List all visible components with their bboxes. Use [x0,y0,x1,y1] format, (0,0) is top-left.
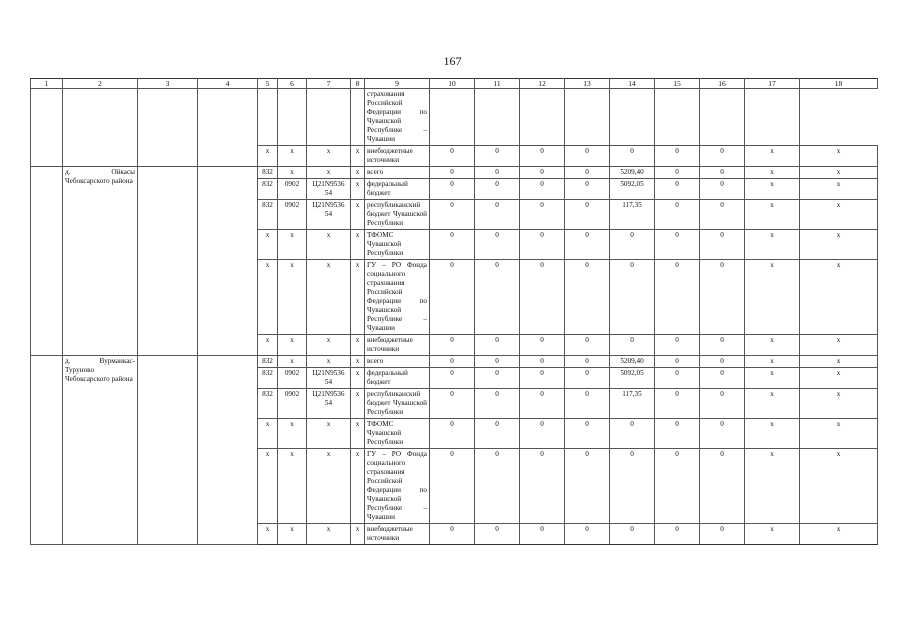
cell-value: 0 [700,260,745,335]
cell-value: х [745,419,800,449]
cell-settlement-name: д. Вурманкас-Туруново Чебоксарского района [63,356,138,545]
cell-funding-source: ГУ – РО Фонда социального страхования Российской Федерации по Чувашской Республике – Чувашии [365,449,430,524]
column-number-cell: 3 [138,79,198,89]
cell-value: х [800,230,878,260]
cell-value: 0 [700,230,745,260]
cell-value: х [800,368,878,389]
cell-section: 0902 [278,200,307,230]
cell-value: 0 [610,524,655,545]
cell-value: 0 [475,179,520,200]
cell-section: х [278,335,307,356]
cell-value: 117,35 [610,389,655,419]
cell-grbs: 832 [258,167,278,179]
cell-empty [198,89,258,167]
cell-value: 0 [520,335,565,356]
cell-value: 0 [520,368,565,389]
column-number-cell: 18 [800,79,878,89]
cell-value: х [800,146,878,167]
cell-value: 0 [700,389,745,419]
cell-value [520,89,565,146]
column-number-cell: 14 [610,79,655,89]
column-number-cell: 5 [258,79,278,89]
cell-grbs: х [258,260,278,335]
cell-value: 0 [655,419,700,449]
cell-value: 0 [475,368,520,389]
column-number-cell: 16 [700,79,745,89]
cell-section: 0902 [278,179,307,200]
column-number-cell: 2 [63,79,138,89]
cell-value: х [745,260,800,335]
cell-value: 0 [700,524,745,545]
cell-value: 5092,05 [610,179,655,200]
cell-value: 0 [520,146,565,167]
cell-value [610,89,655,146]
cell-section: х [278,146,307,167]
column-number-cell: 1 [31,79,63,89]
cell-expense-type: х [351,230,365,260]
cell-empty [138,356,198,545]
cell-section: х [278,449,307,524]
column-number-cell: 15 [655,79,700,89]
cell-empty [138,167,198,356]
cell-value: 0 [430,389,475,419]
cell-value: х [800,356,878,368]
cell-target-article: х [307,230,351,260]
cell-empty [31,356,63,545]
cell-value: 0 [430,230,475,260]
cell-target-article: х [307,146,351,167]
cell-value: 0 [655,179,700,200]
cell-value: 0 [475,449,520,524]
cell-grbs: х [258,419,278,449]
cell-expense-type: х [351,200,365,230]
cell-empty [198,167,258,356]
cell-expense-type: х [351,179,365,200]
cell-value: 0 [655,230,700,260]
cell-value: 0 [520,419,565,449]
cell-value: 0 [475,146,520,167]
cell-grbs: х [258,524,278,545]
cell-value: 0 [520,230,565,260]
cell-value: 0 [430,356,475,368]
cell-funding-source: страхования Российской Федерации по Чувашской Республике – Чувашии [365,89,430,146]
cell-section: х [278,524,307,545]
cell-value: 0 [430,524,475,545]
cell-funding-source: ГУ – РО Фонда социального страхования Российской Федерации по Чувашской Республике – Чувашии [365,260,430,335]
cell-value: х [800,200,878,230]
cell-value: х [745,230,800,260]
cell-value: 0 [475,389,520,419]
cell-value: 0 [610,146,655,167]
column-number-cell: 13 [565,79,610,89]
cell-section: х [278,230,307,260]
cell-value: 0 [655,146,700,167]
cell-value: 0 [565,200,610,230]
cell-grbs: х [258,449,278,524]
cell-funding-source: всего [365,167,430,179]
cell-value: 5209,40 [610,356,655,368]
cell-value: х [800,389,878,419]
cell-value: 0 [475,230,520,260]
cell-value: 0 [700,419,745,449]
cell-empty [198,356,258,545]
cell-value: 0 [430,449,475,524]
cell-value: 0 [655,356,700,368]
cell-value: 0 [655,368,700,389]
cell-value: х [745,389,800,419]
cell-funding-source: внебюджетные источники [365,146,430,167]
cell-value: х [745,524,800,545]
cell-value: 0 [655,200,700,230]
cell-value: 0 [565,146,610,167]
column-number-cell: 8 [351,79,365,89]
cell-value: 117,35 [610,200,655,230]
table-row [31,167,878,179]
cell-expense-type [351,89,365,146]
cell-value: 0 [610,260,655,335]
cell-value: 0 [475,524,520,545]
cell-value: х [800,260,878,335]
cell-value: 0 [520,389,565,419]
cell-value: 0 [520,524,565,545]
cell-value: х [800,419,878,449]
cell-value: 0 [700,449,745,524]
cell-value: 0 [655,524,700,545]
table-row [31,89,878,146]
cell-value: 0 [475,356,520,368]
cell-value: 0 [430,260,475,335]
cell-expense-type: х [351,419,365,449]
cell-grbs: 832 [258,356,278,368]
cell-target-article: х [307,419,351,449]
cell-value: 0 [565,449,610,524]
cell-target-article: Ц21N9536 54 [307,389,351,419]
cell-value: 0 [430,335,475,356]
column-number-cell: 17 [745,79,800,89]
cell-value: 0 [700,200,745,230]
cell-value [655,89,700,146]
cell-value: 0 [565,335,610,356]
cell-value: 0 [430,179,475,200]
cell-section: х [278,356,307,368]
cell-value [430,89,475,146]
page-number: 167 [443,54,462,68]
cell-target-article: х [307,167,351,179]
cell-section: х [278,260,307,335]
cell-target-article: х [307,356,351,368]
cell-section [278,89,307,146]
cell-expense-type: х [351,260,365,335]
cell-expense-type: х [351,335,365,356]
cell-target-article: Ц21N9536 54 [307,368,351,389]
cell-value: 0 [610,449,655,524]
column-number-cell: 12 [520,79,565,89]
cell-value: 0 [700,356,745,368]
cell-expense-type: х [351,356,365,368]
cell-grbs: х [258,230,278,260]
cell-value: 0 [565,179,610,200]
table-row [31,356,878,368]
budget-table [30,78,878,545]
cell-value: 0 [475,200,520,230]
cell-value: 0 [520,449,565,524]
column-number-cell: 10 [430,79,475,89]
cell-expense-type: х [351,524,365,545]
cell-value: 5092,05 [610,368,655,389]
cell-section: 0902 [278,368,307,389]
cell-value: 0 [610,419,655,449]
column-number-cell: 6 [278,79,307,89]
cell-value: 0 [565,524,610,545]
cell-value: 0 [475,335,520,356]
cell-value: х [800,335,878,356]
cell-value: 0 [700,179,745,200]
cell-value: 0 [565,260,610,335]
cell-grbs: 832 [258,368,278,389]
cell-value: 0 [700,368,745,389]
cell-value: 0 [610,335,655,356]
cell-value: 0 [430,368,475,389]
cell-value: х [800,167,878,179]
cell-value: 0 [565,167,610,179]
cell-funding-source: федеральный бюджет [365,179,430,200]
cell-value: 0 [655,335,700,356]
cell-value: х [800,179,878,200]
cell-grbs: х [258,335,278,356]
cell-value: 0 [565,368,610,389]
cell-funding-source: федеральный бюджет [365,368,430,389]
column-number-cell: 7 [307,79,351,89]
cell-value: 0 [700,167,745,179]
cell-value: 0 [700,335,745,356]
cell-target-article: х [307,260,351,335]
cell-value: х [745,179,800,200]
cell-funding-source: внебюджетные источники [365,524,430,545]
cell-grbs: х [258,146,278,167]
cell-expense-type: х [351,146,365,167]
cell-value: 0 [520,260,565,335]
cell-value: х [745,146,800,167]
cell-expense-type: х [351,368,365,389]
column-number-cell: 4 [198,79,258,89]
cell-value: 0 [520,167,565,179]
cell-funding-source: ТФОМС Чувашской Республики [365,419,430,449]
cell-value: 0 [520,179,565,200]
cell-empty [31,89,63,167]
cell-value: х [800,449,878,524]
cell-funding-source: всего [365,356,430,368]
column-number-row [31,79,878,89]
cell-value: 0 [655,449,700,524]
cell-value: 0 [565,230,610,260]
cell-funding-source: республиканский бюджет Чувашской Республики [365,389,430,419]
cell-value: 0 [565,419,610,449]
cell-value: 0 [475,419,520,449]
cell-empty [63,89,138,167]
cell-value: 0 [475,167,520,179]
cell-value: 5209,40 [610,167,655,179]
cell-value [700,89,745,146]
cell-grbs: 832 [258,389,278,419]
cell-value: 0 [520,356,565,368]
cell-section: х [278,167,307,179]
cell-value: 0 [700,146,745,167]
cell-value: х [745,167,800,179]
cell-value: 0 [430,146,475,167]
cell-funding-source: республиканский бюджет Чувашской Республики [365,200,430,230]
cell-value: 0 [655,389,700,419]
cell-value: 0 [475,260,520,335]
cell-value: х [745,335,800,356]
cell-section: х [278,419,307,449]
cell-grbs: 832 [258,179,278,200]
cell-expense-type: х [351,389,365,419]
cell-value: х [745,200,800,230]
cell-value: 0 [430,419,475,449]
cell-target-article: х [307,524,351,545]
cell-value: х [745,368,800,389]
cell-value: х [800,524,878,545]
cell-value: 0 [565,389,610,419]
cell-expense-type: х [351,449,365,524]
column-number-cell: 9 [365,79,430,89]
cell-funding-source: ТФОМС Чувашской Республики [365,230,430,260]
cell-value: 0 [610,230,655,260]
cell-settlement-name: д. Ойкасы Чебоксарского района [63,167,138,356]
cell-value: х [745,356,800,368]
cell-expense-type: х [351,167,365,179]
cell-empty [31,167,63,356]
cell-grbs [258,89,278,146]
cell-section: 0902 [278,389,307,419]
cell-value: 0 [430,167,475,179]
cell-target-article: Ц21N9536 54 [307,200,351,230]
column-number-cell: 11 [475,79,520,89]
cell-value: х [745,449,800,524]
cell-value: 0 [655,167,700,179]
cell-value [565,89,610,146]
cell-value [745,89,800,146]
cell-empty [138,89,198,167]
cell-value: 0 [565,356,610,368]
cell-value [475,89,520,146]
cell-target-article: Ц21N9536 54 [307,179,351,200]
cell-target-article: х [307,335,351,356]
cell-target-article: х [307,449,351,524]
cell-value: 0 [430,200,475,230]
cell-target-article [307,89,351,146]
cell-funding-source: внебюджетные источники [365,335,430,356]
cell-grbs: 832 [258,200,278,230]
cell-value: 0 [655,260,700,335]
cell-value: 0 [520,200,565,230]
